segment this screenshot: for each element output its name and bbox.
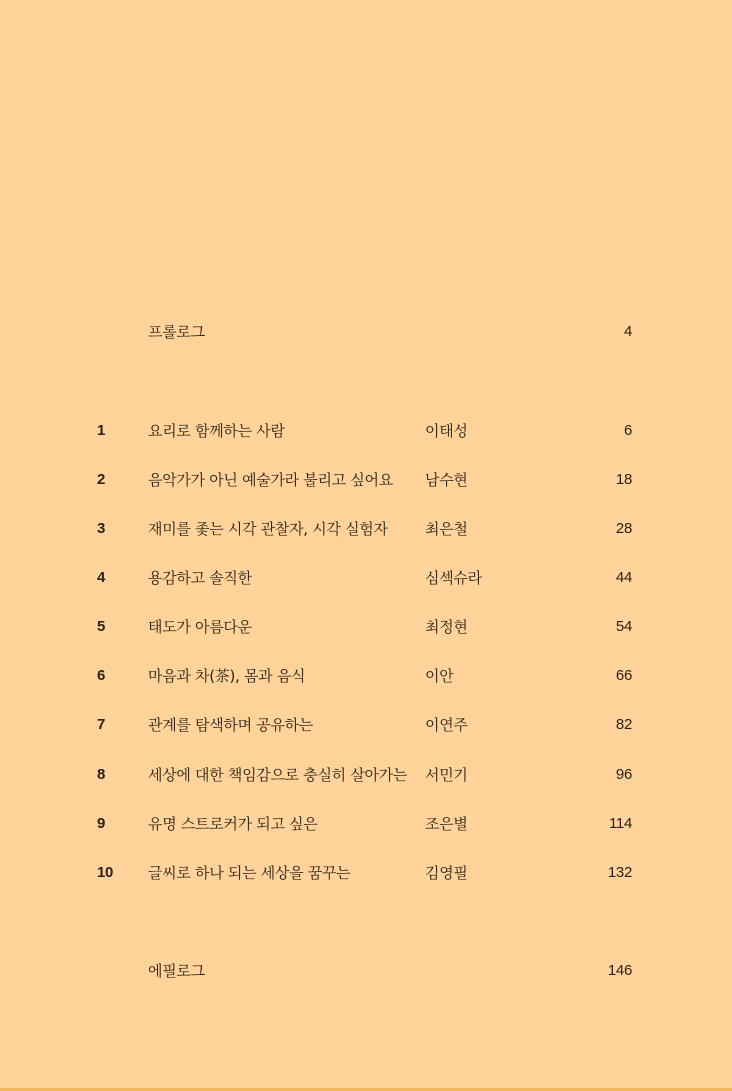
toc-chapter-title: 용감하고 솔직한 [148,569,252,587]
toc-chapter-page: 6 [623,422,632,439]
toc-chapter-page: 54 [615,618,632,635]
toc-chapter-number: 5 [97,618,106,635]
toc-chapter-title: 관계를 탐색하며 공유하는 [148,716,314,734]
toc-chapter-row[interactable] [0,468,732,492]
toc-chapter-title: 유명 스트로커가 되고 싶은 [148,815,318,833]
toc-chapter-page: 132 [607,864,632,881]
toc-chapter-number: 10 [97,864,114,881]
toc-chapter-title: 마음과 차(茶), 몸과 음식 [148,667,306,685]
toc-epilogue-title: 에필로그 [148,962,205,980]
toc-chapter-author: 조은별 [425,815,468,833]
toc-chapter-row[interactable] [0,763,732,787]
toc-chapter-title: 세상에 대한 책임감으로 충실히 살아가는 [148,766,408,784]
toc-chapter-author: 이안 [425,667,454,685]
toc-prologue-row[interactable] [0,320,732,344]
toc-chapter-number: 9 [97,815,106,832]
toc-prologue-page: 4 [623,323,632,340]
toc-chapter-row[interactable] [0,566,732,590]
toc-chapter-author: 최정현 [425,618,468,636]
toc-chapter-row[interactable] [0,812,732,836]
toc-chapter-page: 28 [615,520,632,537]
toc-chapter-number: 1 [97,422,106,439]
toc-chapter-number: 7 [97,716,106,733]
toc-chapter-title: 재미를 좇는 시각 관찰자, 시각 실험자 [148,520,388,538]
toc-chapter-number: 2 [97,471,106,488]
toc-chapter-page: 114 [608,815,632,832]
toc-chapter-row[interactable] [0,419,732,443]
toc-chapter-page: 18 [615,471,632,488]
toc-chapter-number: 4 [97,569,106,586]
toc-chapter-title: 글씨로 하나 되는 세상을 꿈꾸는 [148,864,351,882]
toc-chapter-number: 3 [97,520,106,537]
toc-chapter-title: 요리로 함께하는 사람 [148,422,285,440]
toc-chapter-row[interactable] [0,615,732,639]
toc-chapter-page: 82 [615,716,632,733]
toc-chapter-author: 서민기 [425,766,468,784]
toc-chapter-author: 최은철 [425,520,468,538]
toc-epilogue-page: 146 [607,962,632,979]
toc-chapter-title: 음악가가 아닌 예술가라 불리고 싶어요 [148,471,393,489]
toc-chapter-title: 태도가 아름다운 [148,618,252,636]
toc-chapter-page: 44 [615,569,632,586]
toc-chapter-row[interactable] [0,713,732,737]
toc-chapter-row[interactable] [0,861,732,885]
toc-chapter-row[interactable] [0,517,732,541]
toc-chapter-number: 8 [97,766,106,783]
toc-chapter-page: 66 [615,667,632,684]
toc-chapter-row[interactable] [0,664,732,688]
toc-chapter-author: 이연주 [425,716,468,734]
toc-chapter-author: 김영필 [425,864,468,882]
toc-chapter-author: 심섹슈라 [425,569,482,587]
toc-chapter-number: 6 [97,667,106,684]
toc-chapter-author: 남수현 [425,471,468,489]
toc-chapter-page: 96 [615,766,632,783]
toc-chapter-author: 이태성 [425,422,468,440]
toc-epilogue-row[interactable] [0,959,732,983]
toc-prologue-title: 프롤로그 [148,323,205,341]
